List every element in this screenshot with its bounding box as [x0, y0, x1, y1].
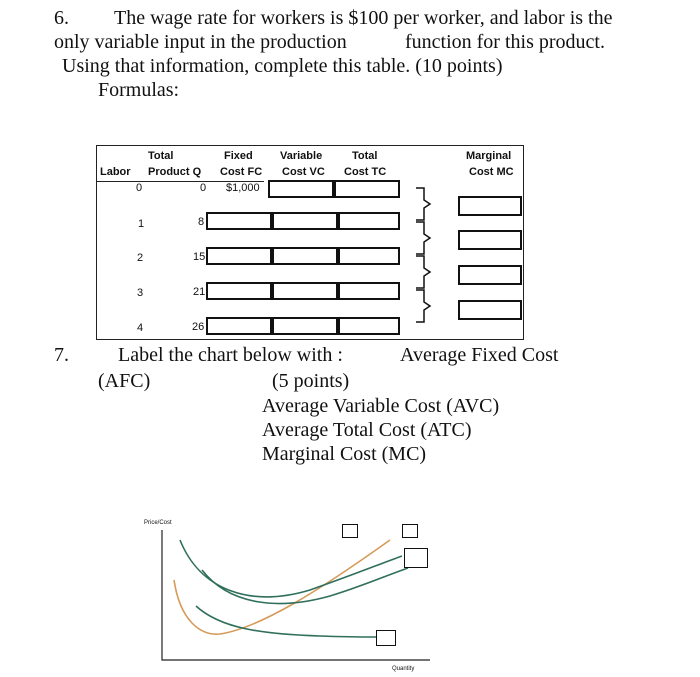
row-3-tc-input[interactable] — [338, 282, 400, 300]
bracket-4 — [416, 290, 430, 322]
row-0-fc: $1,000 — [226, 182, 260, 194]
bracket-3 — [416, 256, 430, 288]
row-4-fc-input[interactable] — [206, 317, 272, 335]
header-fixed: Fixed — [224, 150, 253, 162]
row-0-vc-input[interactable] — [268, 180, 334, 198]
bracket-2 — [416, 222, 430, 254]
chart-label-box-4[interactable] — [376, 630, 396, 646]
row-4-labor: 4 — [137, 322, 144, 334]
question-7-points: (5 points) — [272, 370, 350, 392]
row-2-q: 15 — [193, 251, 206, 263]
row-2-fc-input[interactable] — [206, 247, 272, 265]
row-3-fc-input[interactable] — [206, 282, 272, 300]
row-2-tc-input[interactable] — [338, 247, 400, 265]
question-6-line-3: Using that information, complete this table. (10 points) — [62, 55, 503, 77]
atc-curve — [180, 540, 402, 597]
header-marginal: Marginal — [466, 150, 512, 162]
header-total-cost: Total — [352, 150, 378, 162]
row-4-tc-input[interactable] — [338, 317, 400, 335]
label-option-atc: Average Total Cost (ATC) — [262, 419, 472, 441]
header-cost-fc: Cost FC — [220, 166, 263, 178]
question-7-number: 7. — [54, 344, 69, 366]
row-0-q: 0 — [200, 182, 207, 194]
mc-input-2[interactable] — [458, 230, 522, 250]
header-labor: Labor — [100, 166, 131, 178]
cost-curves-chart — [140, 510, 440, 670]
mc-input-3[interactable] — [458, 265, 522, 285]
chart-y-label: Price/Cost — [144, 520, 172, 526]
row-3-vc-input[interactable] — [272, 282, 338, 300]
bracket-1 — [416, 188, 430, 220]
row-2-labor: 2 — [137, 252, 144, 264]
row-0-labor: 0 — [136, 182, 143, 194]
mc-input-1[interactable] — [458, 196, 522, 216]
row-brackets — [410, 186, 440, 326]
row-3-q: 21 — [193, 286, 206, 298]
header-cost-tc: Cost TC — [344, 166, 387, 178]
mc-input-4[interactable] — [458, 300, 522, 320]
row-1-fc-input[interactable] — [206, 212, 272, 230]
header-product-q: Product Q — [148, 166, 202, 178]
label-option-mc: Marginal Cost (MC) — [262, 443, 427, 465]
row-0-tc-input[interactable] — [334, 180, 400, 198]
header-total: Total — [148, 150, 174, 162]
question-6-line-2a: only variable input in the production — [54, 31, 347, 53]
chart-label-box-3[interactable] — [404, 548, 428, 568]
label-option-afc: Average Fixed Cost — [400, 344, 559, 366]
question-6-line-2b: function for this product. — [405, 31, 605, 53]
row-4-vc-input[interactable] — [272, 317, 338, 335]
row-1-vc-input[interactable] — [272, 212, 338, 230]
row-1-labor: 1 — [138, 218, 145, 230]
label-option-avc: Average Variable Cost (AVC) — [262, 395, 500, 417]
row-2-vc-input[interactable] — [272, 247, 338, 265]
question-7-line-1: Label the chart below with : — [118, 344, 343, 366]
chart-x-label: Quantity — [392, 666, 415, 672]
row-1-q: 8 — [198, 216, 205, 228]
chart-label-box-1[interactable] — [342, 524, 358, 538]
question-6-line-1: The wage rate for workers is $100 per worker, and labor is the — [114, 7, 613, 29]
afc-curve — [196, 606, 376, 637]
row-1-tc-input[interactable] — [338, 212, 400, 230]
question-6-formulas-label: Formulas: — [98, 79, 180, 101]
avc-curve — [202, 568, 408, 603]
label-option-afc-abbr: (AFC) — [98, 370, 151, 392]
chart-label-box-2[interactable] — [402, 524, 418, 538]
header-cost-vc: Cost VC — [282, 166, 325, 178]
header-cost-mc: Cost MC — [469, 166, 514, 178]
question-6-number: 6. — [54, 7, 69, 29]
header-variable: Variable — [280, 150, 323, 162]
row-3-labor: 3 — [137, 287, 144, 299]
row-4-q: 26 — [192, 321, 205, 333]
